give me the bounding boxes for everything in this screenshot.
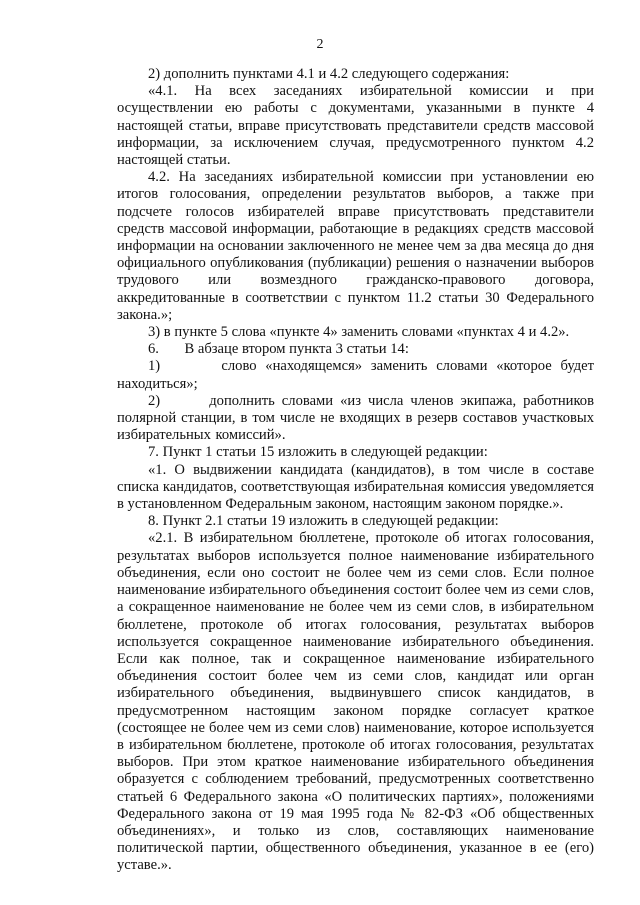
document-body xyxy=(117,66,594,875)
paragraph-item-3-amend: 3) в пункте 5 слова «пункте 4» заменить словами «пунктах 4 и 4.2». xyxy=(148,324,570,341)
paragraph-section-7: 7. Пункт 1 статьи 15 изложить в следующей редакции: xyxy=(148,444,488,461)
paragraph-section-6-item-1: 1) слово «находящемся» заменить словами «которое будет находиться»; xyxy=(117,358,594,392)
paragraph-clause-1: «1. О выдвижении кандидата (кандидатов), в том числе в составе списка кандидатов, соответствующая избирательная комиссия уведомляется в установленном Федеральным законом, настоящим законом порядке.». xyxy=(117,461,594,513)
paragraph-clause-4-1: «4.1. На всех заседаниях избирательной комиссии и при осуществлении ею работы с документами, указанными в пункте 4 настоящей статьи, вправе присутствовать представители средств массовой информации, за исключением случая, предусмотренного пунктом 4.2 настоящей статьи. xyxy=(117,83,594,169)
page-number: 2 xyxy=(316,37,324,52)
paragraph-section-8: 8. Пункт 2.1 статьи 19 изложить в следующей редакции: xyxy=(148,513,499,530)
paragraph-section-6-item-2: 2) дополнить словами «из числа членов экипажа, работников полярной станции, в том числе не входящих в резерв составов участковых избирательных комиссий». xyxy=(117,392,594,444)
paragraph-clause-4-2: 4.2. На заседаниях избирательной комиссии при установлении ею итогов голосования, определении результатов выборов, а также при подсчете голосов избирателей вправе присутствовать представители средств массовой информации, работающие в редакциях средств массовой информации на основании заключенного не менее чем за два месяца до дня официального опубликования (публикации) решения о назначении выборов трудового или возмездного гражданско-правового договора, аккредитованные в соответствии с пунктом 11.2 статьи 30 Федерального закона.»; xyxy=(117,169,594,323)
paragraph-section-6: 6. В абзаце втором пункта 3 статьи 14: xyxy=(148,341,409,358)
paragraph-clause-2-1: «2.1. В избирательном бюллетене, протоколе об итогах голосования, результатах выборов используется полное наименование избирательного объединения, если оно состоит не более чем из семи слов. Если полное наименование избирательного объединения состоит более чем из семи слов, а сокращенное наименование не более чем из семи слов, в избирательном бюллетене, протоколе об итогах голосования, результатах выборов используется сокращенное наименование избирательного объединения. Если как полное, так и сокращенное наименование избирательного объединения состоит более чем из семи слов, кандидат или орган избирательного объединения, выдвинувшего список кандидатов, в предусмотренном настоящим законом порядке согласует краткое (состоящее не более чем из семи слов) наименование, которое используется в избирательном бюллетене, протоколе об итогах голосования, результатах выборов. При этом краткое наименование избирательного объединения образуется с соблюдением требований, предусмотренных соответственно статьей 6 Федерального закона «О политических партиях», положениями Федерального закона от 19 мая 1995 года № 82-ФЗ «Об общественных объединениях», и только из слов, составляющих наименование политической партии, общественного объединения, указанное в ее (его) уставе.». xyxy=(117,530,594,874)
paragraph-item-2-amend: 2) дополнить пунктами 4.1 и 4.2 следующего содержания: xyxy=(148,66,510,82)
